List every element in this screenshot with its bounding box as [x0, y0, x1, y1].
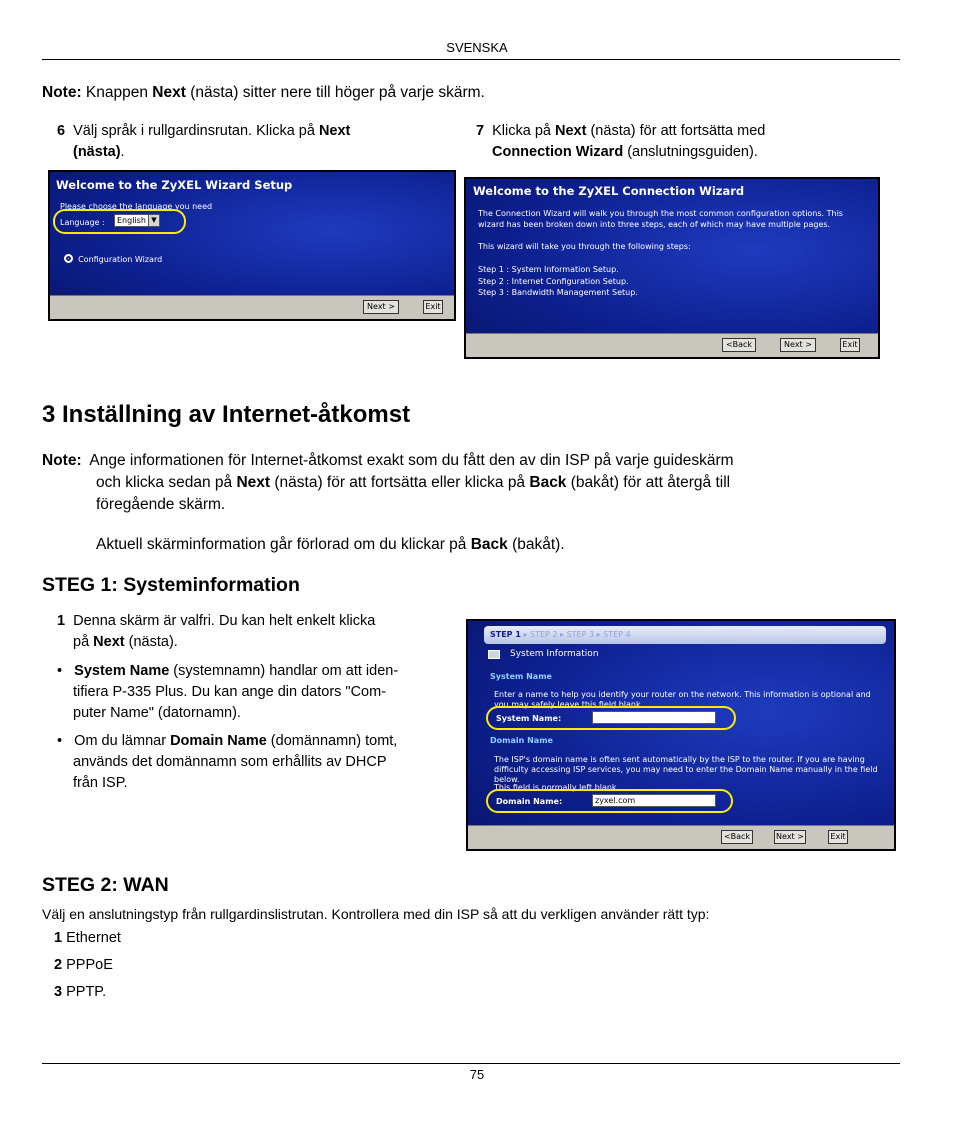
steg1-heading: STEG 1: Systeminformation: [42, 574, 300, 596]
folder-icon: [488, 650, 500, 659]
steg2-intro: Välj en anslutningstyp från rullgardinslistrutan. Kontrollera med din ISP så att du verkligen använder rätt typ:: [42, 906, 710, 922]
radio-configuration-wizard[interactable]: Configuration Wizard: [64, 254, 162, 265]
list-item: 3 PPTP.: [54, 984, 107, 1000]
step-7: 7 Klicka på Next (nästa) för att fortsätta med Connection Wizard (anslutningsguiden).: [476, 123, 766, 160]
list-item: 1 Ethernet: [54, 930, 121, 946]
running-header: SVENSKA: [446, 40, 508, 55]
system-name-desc-2: you may safely leave this field blank.: [494, 700, 644, 709]
note-internet-access: Note: Ange informationen för Internet-åtkomst exakt som du fått den av din ISP på varje guideskärm och klicka sedan på Next (nästa) för att fortsätta eller klicka på Back (bakåt) för att återgå till föregående skärm. Aktuell skärminformation går förlorad om du klickar på Back (bakåt).: [42, 452, 734, 553]
domain-name-input[interactable]: zyxel.com: [592, 794, 716, 807]
next-button[interactable]: Next >: [774, 830, 806, 844]
next-button[interactable]: Next >: [780, 338, 816, 352]
highlight-ring: [486, 789, 733, 813]
domain-name-desc-1: The ISP's domain name is often sent automatically by the ISP to the router. If you are having: [494, 755, 865, 764]
exit-button[interactable]: Exit: [840, 338, 860, 352]
system-name-heading: System Name: [490, 672, 552, 681]
step-progress-bar: STEP 1 ▸ STEP 2 ▸ STEP 3 ▸ STEP 4: [484, 626, 886, 644]
next-button[interactable]: Next >: [363, 300, 399, 314]
header-rule: [42, 59, 900, 60]
footer-rule: [42, 1063, 900, 1064]
steg1-bullet-system-name: • System Name (systemnamn) handlar om att iden- tifiera P-335 Plus. Du kan ange din dators "Com- puter Name" (datornamn).: [57, 663, 399, 721]
domain-name-label: Domain Name:: [496, 797, 563, 806]
language-select[interactable]: English ▼: [114, 214, 160, 227]
wizard-step3: Step 3 : Bandwidth Management Setup.: [478, 288, 638, 297]
wizard-setup-title: Welcome to the ZyXEL Wizard Setup: [56, 178, 293, 192]
button-bar: [50, 295, 454, 319]
page-number: 75: [469, 1067, 485, 1082]
domain-name-desc-4: This field is normally left blank.: [494, 783, 620, 792]
system-information-screenshot: [466, 619, 896, 851]
wizard-setup-screenshot: [48, 170, 456, 321]
steg1-item-1: 1 Denna skärm är valfri. Du kan helt enkelt klicka på Next (nästa).: [57, 613, 376, 650]
highlight-ring: [53, 209, 186, 234]
connection-wizard-screenshot: [464, 177, 880, 359]
exit-button[interactable]: Exit: [423, 300, 443, 314]
connection-type-list: [54, 928, 121, 1009]
button-bar: [466, 333, 878, 357]
section-title: 3 Inställning av Internet-åtkomst: [42, 401, 411, 428]
language-prompt: Please choose the language you need: [60, 202, 213, 211]
domain-name-desc-3: below.: [494, 775, 520, 784]
button-bar: [468, 825, 894, 849]
back-button[interactable]: <Back: [721, 830, 753, 844]
wizard-step1: Step 1 : System Information Setup.: [478, 265, 619, 274]
system-name-desc-1: Enter a name to help you identify your router on the network. This information is optional and: [494, 690, 871, 699]
chevron-down-icon: ▼: [148, 215, 159, 226]
steg1-bullet-domain-name: • Om du lämnar Domain Name (domännamn) tomt, används det domännamn som erhållits av DHCP från ISP.: [57, 733, 398, 791]
note-next-button: Note: Knappen Next (nästa) sitter nere till höger på varje skärm.: [42, 84, 485, 101]
wizard-step2: Step 2 : Internet Configuration Setup.: [478, 277, 629, 286]
system-name-label: System Name:: [496, 714, 562, 723]
list-item: 2 PPPoE: [54, 957, 113, 973]
steg2-heading: STEG 2: WAN: [42, 874, 169, 896]
domain-name-desc-2: difficulty accessing ISP services, you may need to enter the Domain Name manually in the field: [494, 765, 878, 774]
radio-icon: [64, 254, 73, 263]
wizard-intro-line1: The Connection Wizard will walk you through the most common configuration options. This: [478, 209, 843, 218]
language-label: Language :: [60, 218, 105, 227]
step-6: 6 Välj språk i rullgardinsrutan. Klicka på Next (nästa).: [57, 123, 351, 160]
connection-wizard-title: Welcome to the ZyXEL Connection Wizard: [473, 184, 745, 198]
back-button[interactable]: <Back: [722, 338, 756, 352]
exit-button[interactable]: Exit: [828, 830, 848, 844]
wizard-intro-line2: wizard has been broken down into three steps, each of which may have multiple pages.: [478, 220, 831, 229]
system-information-title: System Information: [510, 649, 599, 659]
highlight-ring: [486, 706, 736, 730]
domain-name-heading: Domain Name: [490, 736, 553, 745]
wizard-intro-line3: This wizard will take you through the following steps:: [478, 242, 691, 251]
